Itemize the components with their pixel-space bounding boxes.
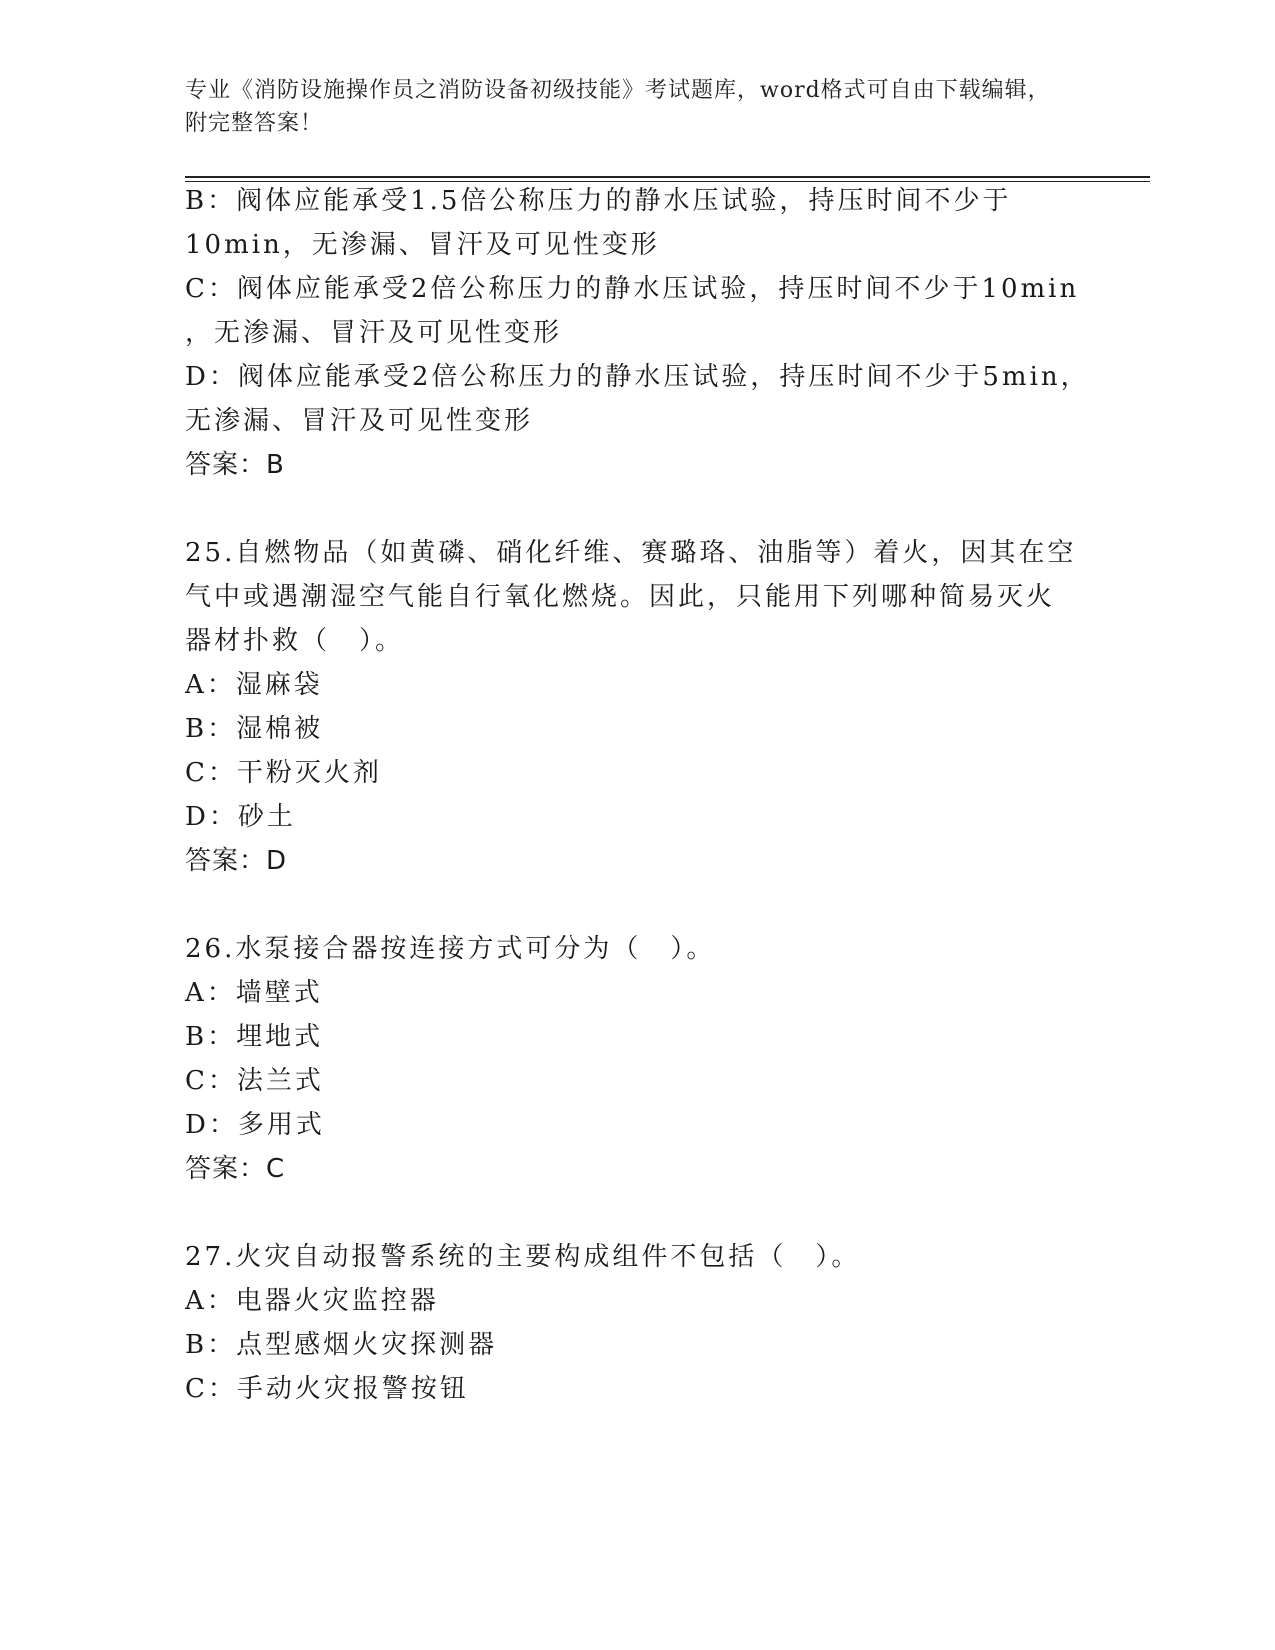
q26-option-b: B：埋地式: [185, 1022, 324, 1052]
q24-answer: 答案：B: [185, 450, 285, 480]
q24-option-d-line1: D：阀体应能承受2倍公称压力的静水压试验，持压时间不少于5min，: [185, 362, 1090, 392]
q25-option-b: B：湿棉被: [185, 714, 324, 744]
q24-option-d-line2: 无渗漏、冒汗及可见性变形: [185, 406, 534, 436]
q25-stem-line1: 25.自燃物品（如黄磷、硝化纤维、赛璐珞、油脂等）着火，因其在空: [185, 538, 1077, 568]
q25-option-c: C：干粉灭火剂: [185, 758, 382, 788]
q24-option-b-line2: 10min，无渗漏、冒汗及可见性变形: [185, 230, 660, 260]
page-header: 专业《消防设施操作员之消防设备初级技能》考试题库，word格式可自由下载编辑，附完整答案！: [185, 78, 1051, 136]
q26-option-d: D：多用式: [185, 1110, 325, 1140]
q25-stem-line2: 气中或遇潮湿空气能自行氧化燃烧。因此，只能用下列哪种简易灭火: [185, 582, 1056, 612]
q25-option-d: D：砂土: [185, 802, 296, 832]
q26-answer: 答案：C: [185, 1154, 286, 1184]
q27-option-c: C：手动火灾报警按钮: [185, 1374, 469, 1404]
header-divider-thin: [185, 181, 1150, 182]
q26-option-a: A：墙壁式: [185, 978, 323, 1008]
header-divider-thick: [185, 176, 1150, 178]
q26-stem: 26.水泵接合器按连接方式可分为（ ）。: [185, 934, 716, 964]
q24-option-c-line1: C：阀体应能承受2倍公称压力的静水压试验，持压时间不少于10min: [185, 274, 1080, 304]
q27-stem: 27.火灾自动报警系统的主要构成组件不包括（ ）。: [185, 1242, 861, 1272]
q24-option-c-line2: ，无渗漏、冒汗及可见性变形: [185, 318, 563, 348]
q25-answer: 答案：D: [185, 846, 288, 876]
q25-stem-line3: 器材扑救（ ）。: [185, 626, 405, 656]
q25-option-a: A：湿麻袋: [185, 670, 323, 700]
q27-option-a: A：电器火灾监控器: [185, 1286, 439, 1316]
q24-option-b-line1: B：阀体应能承受1.5倍公称压力的静水压试验，持压时间不少于: [185, 186, 1012, 216]
q26-option-c: C：法兰式: [185, 1066, 324, 1096]
q27-option-b: B：点型感烟火灾探测器: [185, 1330, 498, 1360]
